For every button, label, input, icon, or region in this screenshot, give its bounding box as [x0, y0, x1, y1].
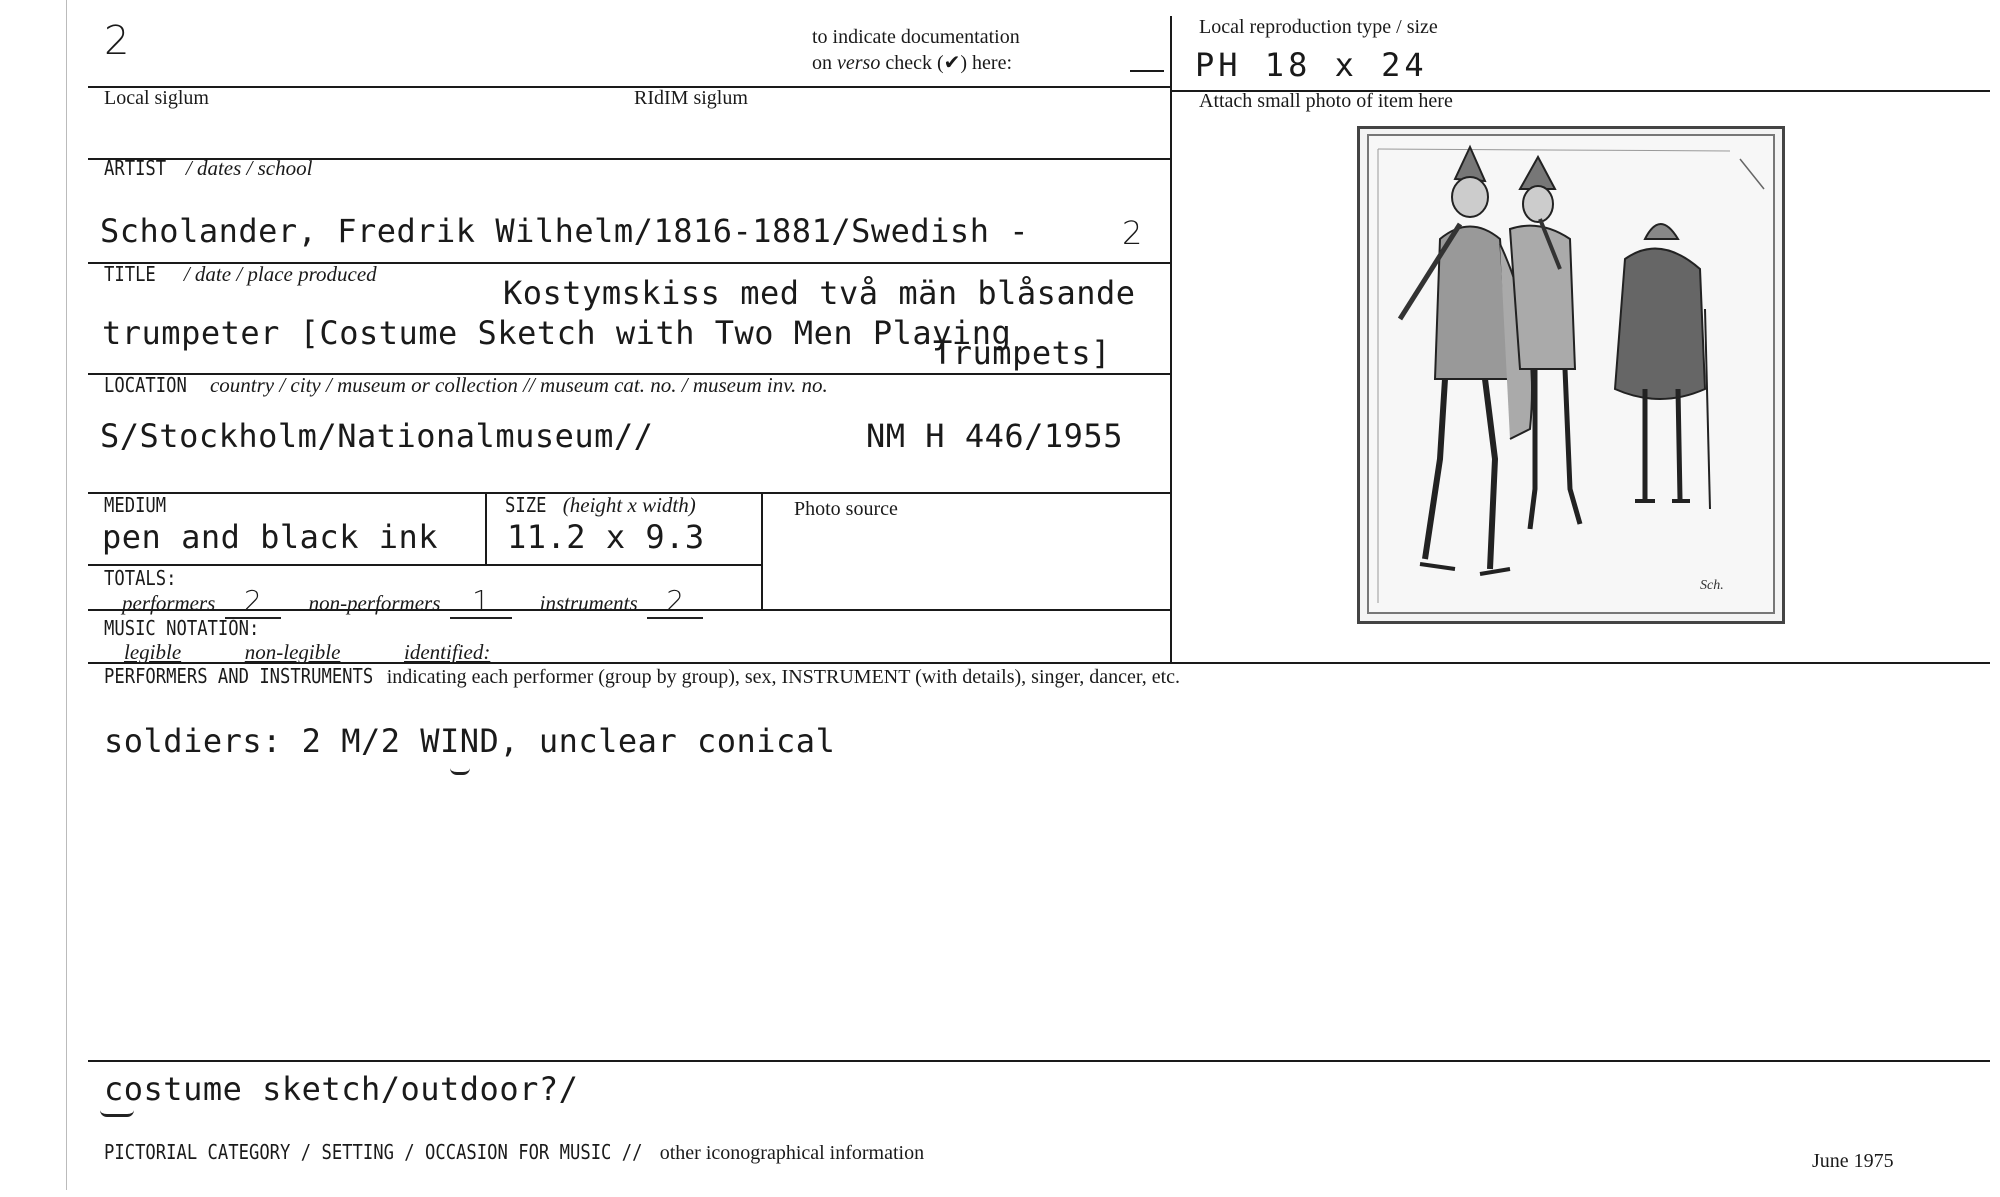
- pictorial-label: [104, 1140, 924, 1165]
- title-label-rest: / date / place produced: [183, 262, 377, 286]
- medium-label: MEDIUM: [104, 493, 167, 517]
- music-notation-non-legible: non-legible: [244, 640, 341, 664]
- totals-performers-label: performers: [122, 591, 216, 615]
- artist-value: Scholander, Fredrik Wilhelm/1816-1881/Swedish -: [100, 212, 1029, 250]
- drawing-signature: Sch.: [1700, 578, 1724, 593]
- title-line2: trumpeter [Costume Sketch with Two Men Playing: [102, 314, 1012, 352]
- title-label: [104, 262, 377, 287]
- size-label: [505, 493, 696, 518]
- documentation-note-verso: verso: [837, 52, 881, 74]
- totals-instruments-value: 2: [647, 584, 703, 619]
- card-number: 2: [104, 18, 130, 64]
- card-date: June 1975: [1812, 1150, 1894, 1172]
- size-photosource-divider: [761, 492, 763, 610]
- size-label-caps: SIZE: [505, 493, 547, 517]
- main-vertical-divider: [1170, 16, 1172, 664]
- artist-label-caps: ARTIST: [104, 156, 167, 180]
- music-notation-identified: identified:: [404, 640, 491, 664]
- music-notation-label: MUSIC NOTATION:: [104, 616, 260, 640]
- documentation-checkbox-line[interactable]: [1130, 70, 1164, 72]
- performers-instruments-label: [104, 664, 1180, 689]
- music-notation-legible: legible: [124, 640, 182, 664]
- documentation-note-line2: [812, 50, 1012, 75]
- title-line3: Trumpets]: [933, 334, 1111, 372]
- pictorial-value: costume sketch/outdoor?/: [104, 1070, 579, 1108]
- totals-non-performers-value: 1: [450, 584, 512, 619]
- ridim-siglum-label: RIdIM siglum: [634, 87, 748, 109]
- title-line1: Kostymskiss med två män blåsande: [503, 274, 1136, 312]
- documentation-note-suffix: check (✔) here:: [885, 52, 1013, 74]
- artist-handwritten-number: 2: [1122, 214, 1143, 252]
- performers-instruments-label-caps: PERFORMERS AND INSTRUMENTS: [104, 664, 374, 688]
- artist-label: [104, 156, 312, 181]
- location-value: S/Stockholm/Nationalmuseum//: [100, 417, 654, 455]
- documentation-note-prefix: on: [812, 52, 832, 74]
- title-label-caps: TITLE: [104, 262, 156, 286]
- photo-attach-label: Attach small photo of item here: [1199, 90, 1453, 112]
- totals-label: TOTALS:: [104, 566, 177, 590]
- size-value: 11.2 x 9.3: [507, 518, 705, 556]
- totals-instruments-label: instruments: [539, 591, 638, 615]
- pictorial-label-rest: other iconographical information: [659, 1142, 925, 1164]
- totals-non-performers-label: non-performers: [308, 591, 441, 615]
- artist-label-rest: / dates / school: [185, 156, 313, 180]
- pictorial-label-caps: PICTORIAL CATEGORY / SETTING / OCCASION FOR MUSIC //: [104, 1140, 643, 1164]
- photo-source-label: Photo source: [794, 498, 898, 520]
- size-label-rest: (height x width): [562, 493, 696, 517]
- performers-instruments-value: soldiers: 2 M/2 WIND, unclear conical: [104, 722, 836, 760]
- location-label: [104, 373, 828, 398]
- documentation-note-line1: to indicate documentation: [812, 26, 1020, 48]
- medium-size-divider: [485, 492, 487, 566]
- rule-top-left: [88, 86, 1172, 88]
- attached-photo: [1357, 126, 1785, 624]
- card-left-edge: [66, 0, 67, 1190]
- pictorial-underline-mark: [100, 1110, 134, 1117]
- reproduction-label: Local reproduction type / size: [1199, 16, 1438, 38]
- totals-row: [122, 584, 703, 619]
- costume-sketch-drawing: [1360, 129, 1782, 621]
- location-label-rest: country / city / museum or collection // museum cat. no. / museum inv. no.: [209, 373, 828, 397]
- music-notation-options: [124, 640, 490, 665]
- totals-performers-value: 2: [225, 584, 281, 619]
- local-siglum-label: Local siglum: [104, 87, 209, 109]
- medium-value: pen and black ink: [102, 518, 439, 556]
- reproduction-value: PH 18 x 24: [1195, 46, 1428, 84]
- location-label-caps: LOCATION: [104, 373, 187, 397]
- location-inventory: NM H 446/1955: [866, 417, 1123, 455]
- rule-medium: [88, 564, 763, 566]
- performers-instruments-label-rest: indicating each performer (group by group), sex, INSTRUMENT (with details), singer, dancer, etc.: [386, 666, 1181, 688]
- rule-pictorial: [88, 1060, 1990, 1062]
- wind-underline-mark: [450, 768, 470, 775]
